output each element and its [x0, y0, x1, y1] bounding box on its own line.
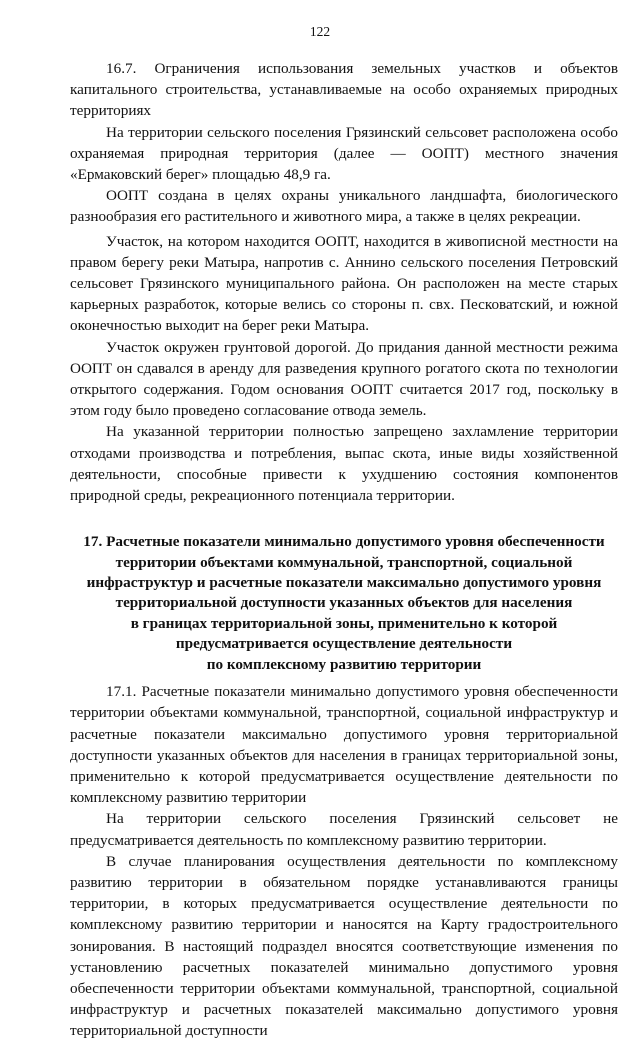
page-number: 122: [309, 24, 331, 39]
heading-line: в границах территориальной зоны, применительно к которой: [130, 614, 558, 632]
heading-line: предусматривается осуществление деятельности: [175, 635, 513, 653]
paragraph-oopt-history: Участок окружен грунтовой дорогой. До придания данной местности режима ООПТ он сдавался в аренду для разведения крупного рогатого скота по технологии открытого содержания. Годом основания ООПТ считается 2017 год, поскольку в этом году было проведено согласование отвода земель.: [70, 338, 618, 420]
heading-line: территории объектами коммунальной, транспортной, социальной: [115, 553, 573, 571]
paragraph-16-7-title: 16.7. Ограничения использования земельных участков и объектов капитального строительства, устанавливаемые на особо охраняемых природных территориях: [70, 60, 618, 120]
heading-line: по комплексному развитию территории: [206, 655, 482, 673]
page-content: [70, 58, 618, 1042]
heading-line: территориальной доступности указанных объектов для населения: [115, 594, 573, 612]
heading-line: инфраструктур и расчетные показатели максимально допустимого уровня: [86, 574, 602, 592]
paragraph-oopt-site: Участок, на котором находится ООПТ, находится в живописной местности на правом берегу реки Матыра, напротив с. Аннино сельского поселения Петровский сельсовет Грязинского муниципального района. Он расположен на месте старых карьерных разработок, которые велись со стороны п. свх. Песковатский, и южной оконечностью выходит на берег реки Матыра.: [70, 232, 618, 335]
paragraph-complex-development-planning: В случае планирования осуществления деятельности по комплексному развитию территории в обязательном порядке устанавливаются границы территории, в которых предусматривается осуществление деятельности по комплексному развитию территории и наносятся на Карту градостроительного зонирования. В настоящий подраздел вносятся соответствующие изменения по установлению расчетных показателей минимально допустимого уровня обеспеченности территории объектами коммунальной, транспортной, социальной инфраструктур и расчетных показателей максимально допустимого уровня территориальной доступности: [70, 852, 618, 1040]
paragraph-oopt-restrictions: На указанной территории полностью запрещено захламление территории отходами производства и потребления, выпас скота, иные виды хозяйственной деятельности, способные привести к ухудшению состояния компонентов природной среды, рекреационного потенциала территории.: [70, 423, 618, 505]
paragraph-17-1-title: 17.1. Расчетные показатели минимально допустимого уровня обеспеченности территории объектами коммунальной, транспортной, социальной инфраструктур и расчетные показатели максимально допустимого уровня территориальной доступности указанных объектов для населения в границах территориальной зоны, применительно к которой предусматривается осуществление деятельности по комплексному развитию территории: [70, 683, 618, 807]
heading-line: 17. Расчетные показатели минимально допустимого уровня обеспеченности: [83, 533, 605, 551]
paragraph-oopt-location: На территории сельского поселения Грязинский сельсовет расположена особо охраняемая природная территория (далее — ООПТ) местного значения «Ермаковский берег» площадью 48,9 га.: [70, 123, 618, 184]
paragraph-oopt-purpose: ООПТ создана в целях охраны уникального ландшафта, биологического разнообразия его растительного и животного мира, а также в целях рекреации.: [70, 187, 618, 226]
section-17-heading: [70, 532, 618, 675]
paragraph-no-complex-development: На территории сельского поселения Грязинский сельсовет не предусматривается деятельность по комплексному развитию территории.: [70, 810, 618, 849]
